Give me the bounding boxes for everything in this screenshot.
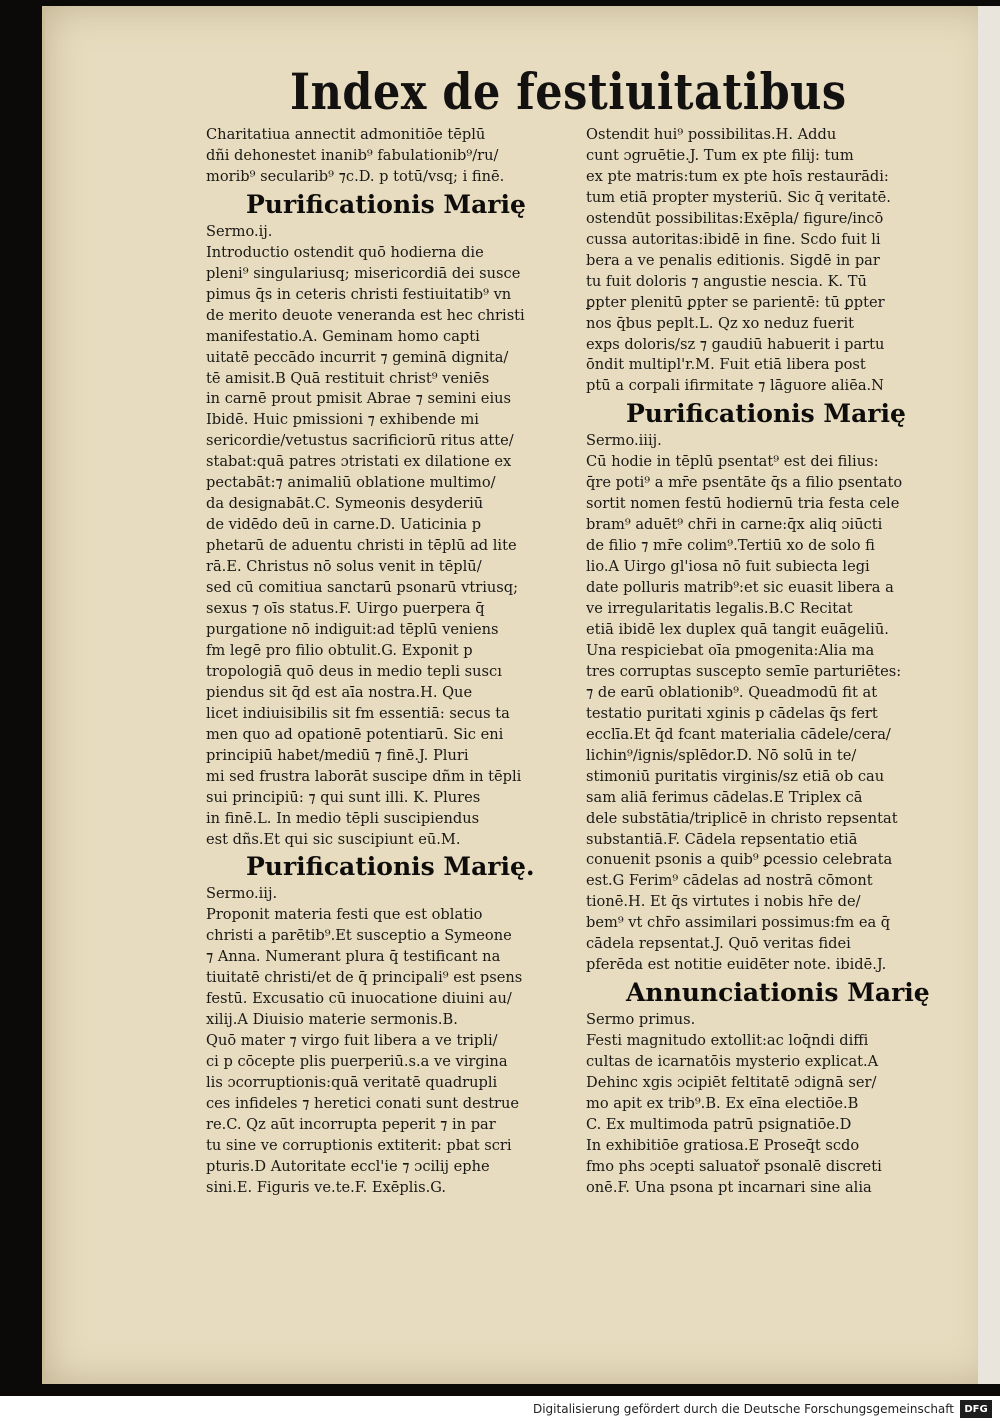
text-line: cādela repsentat.J. Quō veritas fidei xyxy=(586,935,851,953)
text-line: onē.F. Una psona pt incarnari sine alia xyxy=(586,1178,872,1196)
text-line: tionē.H. Et q̄s virtutes i nobis hr̄e de/ xyxy=(586,893,861,911)
text-line: tres corruptas suscepto semīe parturiētes: xyxy=(586,662,902,680)
text-line: ces infideles ⁊ heretici conati sunt destrue xyxy=(206,1094,520,1112)
text-line: licet indiuisibilis sit fm essentiā: secus ta xyxy=(206,704,510,722)
text-line: ostendūt possibilitas:Exēpla/ figure/incō xyxy=(586,209,884,227)
text-line: exps doloris/sz ⁊ gaudiū habuerit i partu xyxy=(586,335,885,353)
text-line: lio.A Uirgo gl'iosa nō fuit subiecta legi xyxy=(586,558,870,576)
text-line: re.C. Qz aūt incorrupta peperit ⁊ in par xyxy=(206,1115,496,1133)
text-line: cunt ɔgruētie.J. Tum ex pte filij: tum xyxy=(586,146,854,164)
text-line: nos q̄bus peplt.L. Qz xo neduz fuerit xyxy=(586,314,854,332)
text-line: manifestatio.A. Geminam homo capti xyxy=(206,327,480,345)
text-line: pferēda est notitie euidēter note. ibidē.J. xyxy=(586,956,887,974)
text-line: tropologiā quō deus in medio tepli suscı xyxy=(206,662,502,680)
text-line: ⁊ Anna. Numerant plura q̄ testificant na xyxy=(206,948,501,966)
text-line: fmo phs ɔcepti saluatoř psonalē discreti xyxy=(586,1157,882,1175)
text-line: substantiā.F. Cādela repsentatio etiā xyxy=(586,830,858,848)
section-heading: Annunciationis Marię xyxy=(626,978,930,1008)
text-line: bram⁹ aduēt⁹ chr̄i in carne:q̄x aliq ɔiūcti xyxy=(586,516,883,534)
text-line: tu fuit doloris ⁊ angustie nescia. K. Tū xyxy=(586,272,867,290)
text-line: lichin⁹/ignis/splēdor.D. Nō solū in te/ xyxy=(586,746,857,764)
text-line: principiū habet/mediū ⁊ finē.J. Pluri xyxy=(206,746,469,764)
text-line: sexus ⁊ oīs status.F. Uirgo puerpera q̄ xyxy=(206,600,485,618)
text-line: bem⁹ vt chr̄o assimilari possimus:fm ea q̄ xyxy=(586,914,891,932)
text-line: Sermo.iij. xyxy=(206,885,278,903)
text-line: pimus q̄s in ceteris christi festiuitatib⁹ vn xyxy=(206,285,512,303)
text-line: est.G Ferim⁹ cādelas ad nostrā cōmont xyxy=(586,872,873,890)
text-line: tum etiā propter mysteriū. Sic q̄ veritatē. xyxy=(586,188,891,206)
text-line: q̄re poti⁹ a mr̄e psentāte q̄s a filio psentato xyxy=(586,474,903,492)
text-line: christi a parētib⁹.Et susceptio a Symeone xyxy=(206,927,512,945)
text-line: mo apit ex trib⁹.B. Ex eīna electiōe.B xyxy=(586,1094,859,1112)
text-line: sed cū comitiua sanctarū psonarū vtriusq; xyxy=(206,579,519,597)
text-line: conuenit psonis a quib⁹ ꝑcessio celebrata xyxy=(586,851,893,869)
text-line: de vidēdo deū in carne.D. Uaticinia p xyxy=(206,516,482,534)
text-line: piendus sit q̄d est aīa nostra.H. Que xyxy=(206,683,473,701)
text-line: in carnē prout pmisit Abrae ⁊ semini eius xyxy=(206,390,512,408)
text-line: dele substātia/triplicē in christo repsentat xyxy=(586,809,898,827)
text-line: lis ɔcorruptionis:quā veritatē quadrupli xyxy=(206,1074,498,1092)
text-line: stimoniū puritatis virginis/sz etiā ob cau xyxy=(586,767,885,785)
text-line: tu sine ve corruptionis extiterit: pbat scri xyxy=(206,1136,512,1154)
text-line: sericordie/vetustus sacrificiorū ritus atte/ xyxy=(206,432,514,450)
dfg-logo: DFG xyxy=(960,1400,992,1418)
text-line: ꝑpter plenitū ꝑpter se parientē: tū ꝑpter xyxy=(586,293,885,311)
text-line: morib⁹ secularib⁹ ⁊c.D. p totū/vsq; i finē. xyxy=(206,167,505,185)
text-line: men quo ad opationē potentiarū. Sic eni xyxy=(206,725,504,743)
text-line: pleni⁹ singulariusq; misericordiā dei susce xyxy=(206,264,521,282)
text-line: pectabāt:⁊ animaliū oblatione multimo/ xyxy=(206,474,496,492)
page-title: Index de festiuitatibus xyxy=(290,64,847,122)
text-line: rā.E. Christus nō solus venit in tēplū/ xyxy=(206,558,482,576)
text-line: etiā ibidē lex duplex quā tangit euāgeliū. xyxy=(586,620,889,638)
text-line: C. Ex multimoda patrū psignatiōe.D xyxy=(586,1115,852,1133)
text-line: cussa autoritas:ibidē in fine. Scdo fuit li xyxy=(586,230,881,248)
section-heading: Purificationis Marię. xyxy=(246,852,535,882)
page-edge xyxy=(978,6,1000,1384)
text-line: Sermo primus. xyxy=(586,1011,696,1029)
right-column xyxy=(586,125,952,1199)
text-line: tiuitatē christi/et de q̄ principali⁹ est psens xyxy=(206,969,523,987)
text-line: Sermo.iiij. xyxy=(586,432,662,450)
text-line: xilij.A Diuisio materie sermonis.B. xyxy=(206,1011,458,1029)
text-line: Proponit materia festi que est oblatio xyxy=(206,906,483,924)
text-line: bera a ve penalis editionis. Sigdē in par xyxy=(586,251,880,269)
text-line: Ostendit hui⁹ possibilitas.H. Addu xyxy=(586,126,837,143)
text-line: Una respiciebat oīa pmogenita:Alia ma xyxy=(586,641,875,659)
text-line: mi sed frustra laborāt suscipe dñm in tēpli xyxy=(206,767,522,785)
text-line: in finē.L. In medio tēpli suscipiendus xyxy=(206,809,480,827)
text-line: In exhibitiōe gratiosa.E Proseq̄t scdo xyxy=(586,1136,860,1154)
left-column xyxy=(206,125,574,1199)
text-line: Festi magnitudo extollit:ac loq̄ndi diffi xyxy=(586,1032,869,1050)
text-line: sui principiū: ⁊ qui sunt illi. K. Plures xyxy=(206,788,481,806)
text-line: Charitatiua annectit admonitiōe tēplū xyxy=(206,126,486,143)
text-line: purgatione nō indiguit:ad tēplū veniens xyxy=(206,620,499,638)
text-line: Quō mater ⁊ virgo fuit libera a ve tripli/ xyxy=(206,1032,498,1050)
text-line: ptū a corpali ifirmitate ⁊ lāguore aliēa.N xyxy=(586,377,884,395)
text-line: Dehinc xgis ɔcipiēt feltitatē ɔdignā ser/ xyxy=(586,1074,877,1092)
text-line: pturis.D Autoritate eccl'ie ⁊ ɔcilij ephe xyxy=(206,1157,490,1175)
section-heading: Purificationis Marię xyxy=(246,189,526,219)
text-line: dñi dehonestet inanib⁹ fabulationib⁹/ru/ xyxy=(206,146,499,164)
text-line: est dñs.Et qui sic suscipiunt eū.M. xyxy=(206,830,461,848)
text-line: da designabāt.C. Symeonis desyderiū xyxy=(206,495,484,513)
text-line: ōndit multipl'r.M. Fuit etiā libera post xyxy=(586,356,866,374)
text-line: cultas de icarnatōis mysterio explicat.A xyxy=(586,1053,879,1071)
text-line: ecclīa.Et q̄d fcant materialia cādele/cera/ xyxy=(586,725,891,743)
text-line: Sermo.ij. xyxy=(206,222,273,240)
text-line: date polluris matrib⁹:et sic euasit libera a xyxy=(586,579,894,597)
text-line: fm legē pro filio obtulit.G. Exponit p xyxy=(206,641,473,659)
text-line: testatio puritati xginis p cādelas q̄s fert xyxy=(586,704,878,722)
text-line: ci p cōcepte plis puerperiū.s.a ve virgina xyxy=(206,1053,508,1071)
text-line: ⁊ de earū oblationib⁹. Queadmodū fit at xyxy=(586,683,878,701)
text-line: de filio ⁊ mr̄e colim⁹.Tertiū xo de solo fi xyxy=(586,537,875,555)
text-line: tē amisit.B Quā restituit christ⁹ veniēs xyxy=(206,369,490,387)
text-line: Cū hodie in tēplū psentat⁹ est dei filius: xyxy=(586,453,879,471)
funding-credit: Digitalisierung gefördert durch die Deutsche Forschungsgemeinschaft xyxy=(532,1402,954,1416)
text-line: sortit nomen festū hodiernū tria festa cele xyxy=(586,495,900,513)
text-line: sini.E. Figuris ve.te.F. Exēplis.G. xyxy=(206,1178,446,1196)
text-line: ex pte matris:tum ex pte hoīs restaurādi: xyxy=(586,167,889,185)
text-line: uitatē peccādo incurrit ⁊ geminā dignita/ xyxy=(206,348,509,366)
text-line: phetarū de aduentu christi in tēplū ad lite xyxy=(206,537,517,555)
section-heading: Purificationis Marię xyxy=(626,399,906,429)
text-line: de merito deuote veneranda est hec christi xyxy=(206,306,525,324)
text-line: festū. Excusatio cū inuocatione diuini au/ xyxy=(206,990,512,1008)
text-line: stabat:quā patres ɔtristati ex dilatione ex xyxy=(206,453,512,471)
text-line: Ibidē. Huic pmissioni ⁊ exhibende mi xyxy=(206,411,479,429)
footer-bar xyxy=(0,1396,1000,1423)
text-line: Introductio ostendit quō hodierna die xyxy=(206,243,484,261)
text-line: ve irregularitatis legalis.B.C Recitat xyxy=(586,600,853,618)
text-line: sam aliā ferimus cādelas.E Triplex cā xyxy=(586,788,863,806)
